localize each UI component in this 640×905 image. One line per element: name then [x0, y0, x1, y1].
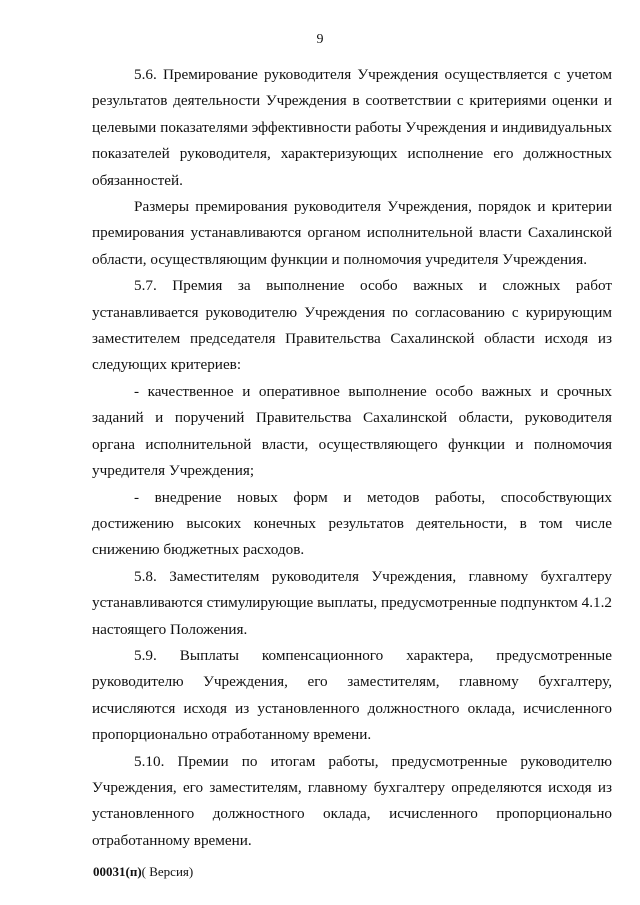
paragraph-5-10: 5.10. Премии по итогам работы, предусмотренные руководителю Учреждения, его заместителям, главному бухгалтеру определяются исходя из установленного должностного оклада, исчисленного пропорционально отработанному времени. — [92, 752, 612, 849]
paragraph-bonus-sizes: Размеры премирования руководителя Учреждения, порядок и критерии премирования устанавливаются органом исполнительной власти Сахалинской области, осуществляющим функции и полномочия учредителя Учреждения. — [92, 198, 612, 268]
criterion-item-1: - качественное и оперативное выполнение особо важных и срочных заданий и поручений Правительства Сахалинской области, руководителя органа исполнительной власти, осуществляющего функции и полномочия учредителя Учреждения; — [92, 382, 612, 480]
document-version: ( Версия) — [141, 864, 194, 879]
paragraph-5-8: 5.8. Заместителям руководителя Учреждения, главному бухгалтеру устанавливаются стимулирующие выплаты, предусмотренные подпунктом 4.1.2 настоящего Положения. — [92, 567, 612, 638]
document-code: 00031(п) — [93, 864, 142, 879]
paragraph-5-7: 5.7. Премия за выполнение особо важных и сложных работ устанавливается руководителю Учреждения по согласованию с курирующим заместителем председателя Правительства Сахалинской области исходя из следующих критериев: — [92, 277, 612, 374]
document-body — [92, 62, 612, 854]
page-number: 9 — [316, 32, 324, 47]
document-footer — [93, 864, 193, 880]
paragraph-5-9: 5.9. Выплаты компенсационного характера, предусмотренные руководителю Учреждения, его заместителям, главному бухгалтеру, исчисляются исходя из установленного должностного оклада, исчисленного пропорционально отработанному времени. — [92, 646, 612, 744]
criterion-item-2: - внедрение новых форм и методов работы, способствующих достижению высоких конечных результатов деятельности, в том числе снижению бюджетных расходов. — [92, 488, 612, 559]
paragraph-5-6: 5.6. Премирование руководителя Учреждения осуществляется с учетом результатов деятельности Учреждения в соответствии с критериями оценки и целевыми показателями эффективности работы Учреждения и индивидуальных показателей руководителя, характеризующих исполнение его должностных обязанностей. — [92, 66, 612, 189]
